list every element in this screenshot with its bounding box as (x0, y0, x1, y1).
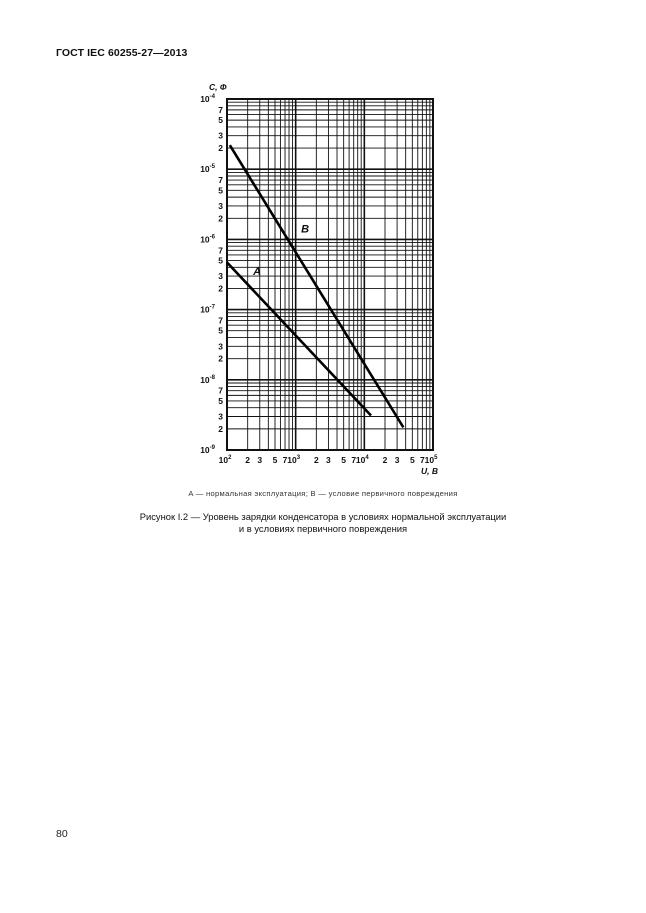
y-tick-label: 7 (218, 315, 223, 326)
y-axis-title: C, Ф (209, 82, 227, 92)
y-tick-label: $10^{-5}$ (200, 164, 215, 175)
series-label-a: A (253, 266, 262, 279)
x-tick-label: 5 (272, 455, 278, 465)
caption-line-2: и в условиях первичного повреждения (238, 523, 408, 534)
y-tick-label: 7 (218, 245, 223, 256)
x-tick-label: 2 (313, 455, 319, 465)
y-tick-label: $10^{-4}$ (200, 94, 215, 104)
series-label-b: B (301, 223, 310, 236)
y-tick-label: 7 (218, 104, 223, 115)
y-tick-label: $10^{-9}$ (200, 445, 215, 455)
y-tick-label: $10^{-7}$ (200, 304, 215, 315)
y-tick-label: 3 (218, 200, 223, 211)
x-tick-label: 7 (419, 455, 425, 465)
x-axis-title: U, В (421, 466, 438, 476)
x-tick-label: $10^3$ (287, 455, 301, 465)
y-tick-label: 3 (218, 271, 223, 282)
figure-caption (0, 511, 646, 535)
y-tick-label: 2 (218, 143, 223, 154)
x-tick-label: 5 (341, 455, 347, 465)
chart-series (227, 145, 403, 427)
y-tick-label: 5 (218, 325, 223, 336)
y-tick-label: $10^{-8}$ (200, 374, 215, 385)
y-tick-label: 3 (218, 130, 223, 141)
y-tick-label: 5 (218, 115, 223, 126)
tick-labels (200, 94, 438, 465)
x-tick-label: 7 (282, 455, 288, 465)
x-tick-label: $10^2$ (218, 455, 232, 465)
caption-line-1: Рисунок I.2 — Уровень зарядки конденсатора в условиях нормальной эксплуатации (139, 511, 507, 522)
y-tick-label: 5 (218, 185, 223, 196)
document-code: ГОСТ IEC 60255-27—2013 (56, 47, 188, 59)
y-tick-label: 2 (218, 283, 223, 294)
y-tick-label: 7 (218, 385, 223, 396)
y-tick-label: 2 (218, 353, 223, 364)
x-tick-label: $10^5$ (424, 455, 438, 465)
x-tick-label: 3 (394, 455, 400, 465)
y-tick-label: 3 (218, 341, 223, 352)
y-tick-label: 3 (218, 411, 223, 422)
y-tick-label: 5 (218, 395, 223, 406)
x-tick-label: 5 (409, 455, 415, 465)
x-tick-label: $10^4$ (355, 455, 369, 465)
x-tick-label: 7 (351, 455, 357, 465)
y-tick-label: 2 (218, 423, 223, 434)
y-tick-label: $10^{-6}$ (200, 234, 215, 245)
x-tick-label: 2 (245, 455, 251, 465)
legend-note: A — нормальная эксплуатация; B — условие первичного повреждения (188, 489, 458, 498)
y-tick-label: 7 (218, 175, 223, 186)
x-tick-label: 3 (326, 455, 331, 465)
x-tick-label: 2 (382, 455, 388, 465)
page-number: 80 (56, 828, 68, 840)
x-tick-label: 3 (257, 455, 263, 465)
y-tick-label: 2 (218, 213, 223, 224)
y-tick-label: 5 (218, 255, 223, 266)
